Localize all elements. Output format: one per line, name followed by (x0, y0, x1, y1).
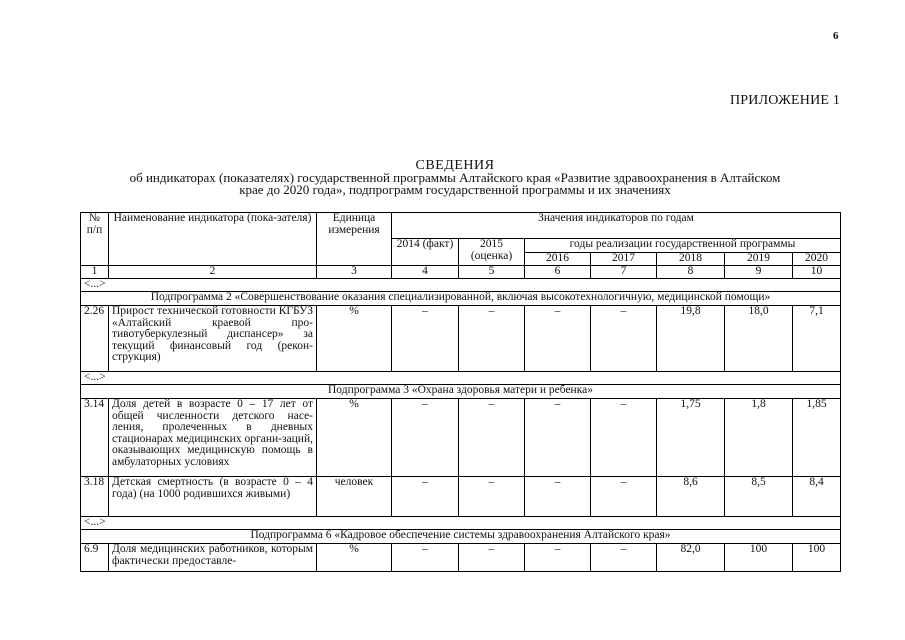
subprogram-row (81, 292, 841, 306)
header-values: Значения индикаторов по годам (392, 213, 841, 239)
row-2020: 100 (793, 544, 841, 572)
row-name: Прирост технической готовности КГБУЗ «Алтайский краевой про-тивотуберкулезный диспансер» за текущий финансовый год (рекон-струкция) (109, 306, 317, 372)
subprogram-6-title: Подпрограмма 6 «Кадровое обеспечение системы здравоохранения Алтайского края» (81, 530, 841, 544)
table-row (81, 544, 841, 572)
table-row (81, 306, 841, 372)
col-index: 7 (591, 266, 657, 279)
row-unit: % (317, 306, 392, 372)
row-num: 3.18 (81, 477, 109, 517)
row-2020: 1,85 (793, 399, 841, 477)
row-name: Доля детей в возрасте 0 – 17 лет от общей численности детского насе-ления, пролеченных в дневных стационарах медицинских органи-заций, оказывающих медицинскую помощь в амбулаторных условиях (109, 399, 317, 477)
col-index: 6 (525, 266, 591, 279)
page-number: 6 (833, 30, 839, 42)
ellipsis-cell: <...> (81, 372, 841, 385)
row-unit: % (317, 544, 392, 572)
indicators-table (80, 212, 841, 572)
row-2020: 7,1 (793, 306, 841, 372)
row-2015: – (459, 544, 525, 572)
subprogram-3-title: Подпрограмма 3 «Охрана здоровья матери и ребенка» (81, 385, 841, 399)
row-num: 2.26 (81, 306, 109, 372)
col-index: 10 (793, 266, 841, 279)
header-unit: Единица измерения (317, 213, 392, 266)
ellipsis-row (81, 372, 841, 385)
col-index: 2 (109, 266, 317, 279)
ellipsis-cell: <...> (81, 279, 841, 292)
heading-line-3: крае до 2020 года», подпрограмм государственной программы и их значениях (239, 182, 671, 197)
row-2016: – (525, 399, 591, 477)
row-num: 3.14 (81, 399, 109, 477)
row-name: Доля медицинских работников, которым фактически предоставле- (109, 544, 317, 572)
subprogram-row (81, 530, 841, 544)
header-2018: 2018 (657, 253, 725, 266)
header-name: Наименование индикатора (пока-зателя) (109, 213, 317, 266)
row-2014: – (392, 477, 459, 517)
header-program-years: годы реализации государственной программы (525, 239, 841, 253)
row-2015: – (459, 477, 525, 517)
header-num: № п/п (81, 213, 109, 266)
header-2020: 2020 (793, 253, 841, 266)
header-2019: 2019 (725, 253, 793, 266)
row-2018: 8,6 (657, 477, 725, 517)
row-2019: 8,5 (725, 477, 793, 517)
row-unit: человек (317, 477, 392, 517)
row-2020: 8,4 (793, 477, 841, 517)
row-2015: – (459, 399, 525, 477)
row-2015: – (459, 306, 525, 372)
row-2016: – (525, 306, 591, 372)
col-index: 3 (317, 266, 392, 279)
ellipsis-cell: <...> (81, 517, 841, 530)
column-index-row (81, 266, 841, 279)
row-num: 6.9 (81, 544, 109, 572)
row-2016: – (525, 477, 591, 517)
row-2017: – (591, 544, 657, 572)
row-2016: – (525, 544, 591, 572)
row-2014: – (392, 544, 459, 572)
row-2017: – (591, 477, 657, 517)
ellipsis-row (81, 279, 841, 292)
subprogram-2-title: Подпрограмма 2 «Совершенствование оказания специализированной, включая высокотехнологичную, медицинской помощи» (81, 292, 841, 306)
col-index: 4 (392, 266, 459, 279)
row-2018: 82,0 (657, 544, 725, 572)
col-index: 8 (657, 266, 725, 279)
heading-line-2: об индикаторах (показателях) государственной программы Алтайского края «Развитие здравоохранения в Алтайском (129, 170, 781, 185)
subprogram-row (81, 385, 841, 399)
ellipsis-row (81, 517, 841, 530)
col-index: 1 (81, 266, 109, 279)
row-2017: – (591, 399, 657, 477)
header-row-1 (81, 213, 841, 239)
header-2017: 2017 (591, 253, 657, 266)
table-row (81, 477, 841, 517)
row-2019: 100 (725, 544, 793, 572)
row-2014: – (392, 306, 459, 372)
row-2019: 18,0 (725, 306, 793, 372)
row-2018: 19,8 (657, 306, 725, 372)
col-index: 5 (459, 266, 525, 279)
header-2014: 2014 (факт) (392, 239, 459, 266)
appendix-label: ПРИЛОЖЕНИЕ 1 (730, 93, 841, 108)
row-name: Детская смертность (в возрасте 0 – 4 года) (на 1000 родившихся живыми) (109, 477, 317, 517)
table-row (81, 399, 841, 477)
row-2014: – (392, 399, 459, 477)
col-index: 9 (725, 266, 793, 279)
row-unit: % (317, 399, 392, 477)
header-2015: 2015 (оценка) (459, 239, 525, 266)
header-2016: 2016 (525, 253, 591, 266)
row-2017: – (591, 306, 657, 372)
row-2019: 1,8 (725, 399, 793, 477)
row-2018: 1,75 (657, 399, 725, 477)
heading-title: СВЕДЕНИЯ (415, 158, 495, 173)
document-heading (60, 160, 850, 196)
